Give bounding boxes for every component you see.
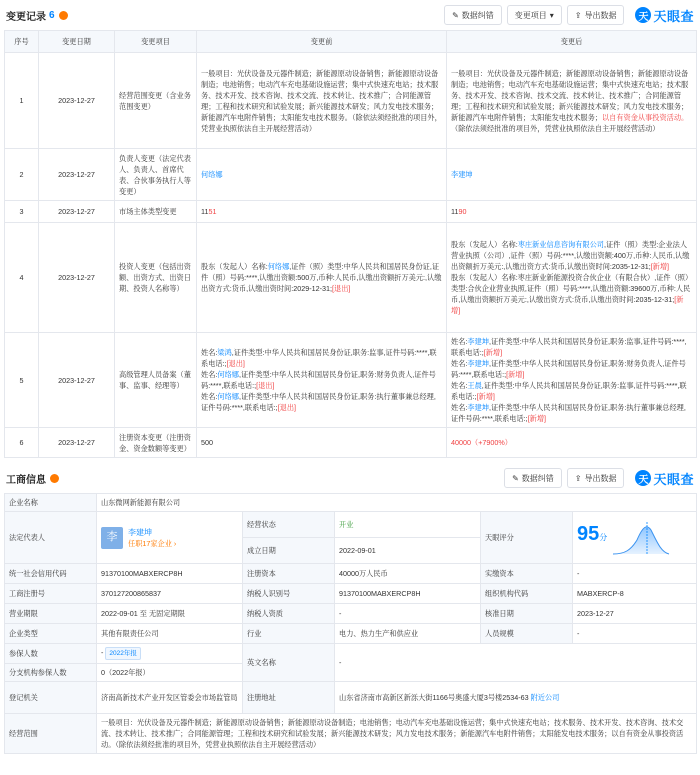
nearby-companies-link[interactable]: 附近公司 bbox=[530, 693, 560, 702]
logo-icon: 天 bbox=[635, 7, 651, 23]
info-row: 登记机关 济南高新技术产业开发区管委会市场监管局 注册地址 山东省济南市高新区新泺大街1166号奥盛大厦3号楼2534-63 附近公司 bbox=[5, 682, 697, 714]
status-value: 开业 bbox=[335, 512, 481, 538]
export-data-button[interactable]: ⇪ 导出数据 bbox=[567, 5, 625, 25]
new-tag: [新增] bbox=[483, 348, 503, 357]
info-row: 经营范围 一般项目：光伏设备及元器件制造；新能源原动设备销售；新能源原动设备制造；电池销售；电动汽车充电基础设施运营；集中式快速充电站；技术服务、技术开发、技术咨询、技术交流、技术转让、技术推广；合同能源管理；工程和技术研究和试验发展；新兴能源技术研发；风力发电技术服务；新能源汽车电附件销售；太阳能发电技术服务；以自有资金从事投资活动。（除依法须经批准的项目外，凭营业执照依法自主开展经营活动） bbox=[5, 714, 697, 754]
shareholder-link[interactable]: 何络娜 bbox=[267, 262, 290, 271]
change-record-header bbox=[0, 0, 700, 30]
col-header-index: 序号 bbox=[5, 31, 39, 53]
table-row: 6 2023-12-27 注册资本变更（注册资金、资金数额等变更） 500 40000（+7900%） bbox=[5, 428, 697, 458]
person-link[interactable]: 李建坤 bbox=[451, 170, 473, 179]
shareholder-link[interactable]: 枣庄新业信息咨询有限公司 bbox=[517, 240, 604, 249]
info-dot-icon bbox=[59, 11, 68, 20]
score-cell[interactable]: 95分 bbox=[573, 512, 697, 564]
person-link[interactable]: 李建坤 bbox=[467, 337, 489, 346]
export-data-button[interactable]: ⇪ 导出数据 bbox=[567, 468, 625, 488]
change-record-title: 变更记录 bbox=[6, 11, 46, 23]
person-link[interactable]: 王晨 bbox=[467, 381, 482, 390]
chevron-down-icon: ▾ bbox=[549, 10, 554, 20]
person-link[interactable]: 李建坤 bbox=[467, 403, 489, 412]
logo-icon: 天 bbox=[635, 470, 651, 486]
new-tag: [新增] bbox=[476, 392, 495, 401]
new-tag: [新增] bbox=[506, 370, 525, 379]
person-link[interactable]: 何络娜 bbox=[217, 392, 239, 401]
col-header-date: 变更日期 bbox=[39, 31, 115, 53]
table-row: 1 2023-12-27 经营范围变更（含业务范围变更） 一般项目：光伏设备及元器件制造；新能源原动设备销售；新能源原动设备制造；电池销售；电动汽车充电基础设施运营；集中式快速充电站；技术服务、技术开发、技术咨询、技术交流、技术转让、技术推广；合同能源管理；工程和技术研究和试验发展；新兴能源技术研发；风力发电技术服务；新能源汽车电附件销售；太阳能发电技术服务。（除依法须经批准的项目外，凭营业执照依法自主开展经营活动） 一般项目：光伏设备及元器件制造；新能源原动设备销售；新能源原动设备制造；电池销售；电动汽车充电基础设施运营；集中式快速充电站；技术服务、技术开发、技术咨询、技术交流、技术转让、技术推广；合同能源管理；工程和技术研究和试验发展；新兴能源技术研发；风力发电技术服务；新能源汽车电附件销售；太阳能发电技术服务；以自有资金从事投资活动。（除依法须经批准的项目外，凭营业执照依法自主开展经营活动） bbox=[5, 53, 697, 149]
info-row: 工商注册号 370127200865837 纳税人识别号 91370100MABXERCP8H 组织机构代码 MABXERCP-8 bbox=[5, 584, 697, 604]
info-dot-icon bbox=[50, 474, 59, 483]
exit-tag: [退出] bbox=[277, 403, 297, 412]
info-row: 参保人数 - 2022年报 英文名称 - bbox=[5, 644, 697, 664]
info-row: 成立日期 2022-09-01 bbox=[5, 538, 697, 564]
new-tag: [新增] bbox=[451, 295, 684, 315]
exit-tag: [退出] bbox=[256, 381, 275, 390]
col-header-before: 变更前 bbox=[197, 31, 447, 53]
data-correction-button[interactable]: ✎ 数据纠错 bbox=[504, 468, 562, 488]
business-info-title: 工商信息 bbox=[6, 474, 46, 486]
data-correction-button[interactable]: ✎ 数据纠错 bbox=[444, 5, 502, 25]
business-info-table bbox=[4, 493, 697, 754]
export-icon: ⇪ bbox=[574, 473, 582, 483]
edit-icon: ✎ bbox=[452, 10, 459, 20]
tianyancha-logo: 天 天眼查 bbox=[635, 469, 694, 488]
info-row: 统一社会信用代码 91370100MABXERCP8H 注册资本 40000万人民币 实缴资本 - bbox=[5, 564, 697, 584]
col-header-item: 变更项目 bbox=[115, 31, 197, 53]
annual-report-badge[interactable]: 2022年报 bbox=[105, 647, 140, 660]
company-name: 山东微网新能源有限公司 bbox=[97, 494, 697, 512]
new-tag: [新增] bbox=[527, 414, 547, 423]
change-record-table bbox=[4, 30, 697, 458]
edit-icon: ✎ bbox=[512, 473, 519, 483]
legal-rep-link[interactable]: 李建坤 bbox=[128, 527, 152, 537]
legal-rep-companies-link[interactable]: 任职17家企业 › bbox=[128, 538, 177, 548]
info-row: 营业期限 2022-09-01 至 无固定期限 纳税人资质 - 核准日期 2023-12-27 bbox=[5, 604, 697, 624]
person-link[interactable]: 梁鸿 bbox=[217, 348, 232, 357]
business-info-header bbox=[0, 463, 700, 493]
avatar: 李 bbox=[101, 527, 123, 549]
tianyancha-logo: 天 天眼查 bbox=[635, 6, 694, 25]
table-row: 5 2023-12-27 高级管理人员备案（董事、监事、经理等） 姓名:梁鸿,证件类型:中华人民共和国居民身份证,职务:监事,证件号码:****,联系电话:;[退出] 姓名:何络娜,证件类型:中华人民共和国居民身份证,职务:财务负责人,证件号码:****,联系电话:;[退出] 姓名:何络娜,证件类型:中华人民共和国居民身份证,职务:执行董事兼总经理,证件号码:****,联系电话:;[退出] 姓名:李建坤,证件类型:中华人民共和国居民身份证,职务:监事,证件号码:****,联系电话:;[新增] 姓名:李建坤,证件类型:中华人民共和国居民身份证,职务:财务负责人,证件号码:****,联系电话:;[新增] 姓名:王晨,证件类型:中华人民共和国居民身份证,职务:监事,证件号码:****,联系电话:;[新增] 姓名:李建坤,证件类型:中华人民共和国居民身份证,职务:执行董事兼总经理,证件号码:****,联系电话:;[新增] bbox=[5, 333, 697, 428]
info-row: 企业名称 山东微网新能源有限公司 bbox=[5, 494, 697, 512]
table-row: 3 2023-12-27 市场主体类型变更 1151 1190 bbox=[5, 201, 697, 223]
person-link[interactable]: 何络娜 bbox=[201, 170, 223, 179]
exit-tag: [退出] bbox=[332, 284, 351, 293]
col-header-after: 变更后 bbox=[447, 31, 697, 53]
score-value: 95 bbox=[577, 522, 600, 545]
info-row: 企业类型 其他有限责任公司 行业 电力、热力生产和供应业 人员规模 - bbox=[5, 624, 697, 644]
score-distribution-chart bbox=[611, 520, 671, 556]
person-link[interactable]: 何络娜 bbox=[217, 370, 239, 379]
export-icon: ⇪ bbox=[574, 10, 582, 20]
new-tag: [新增] bbox=[650, 262, 670, 271]
person-link[interactable]: 李建坤 bbox=[467, 359, 489, 368]
table-header-row bbox=[5, 31, 697, 53]
change-item-dropdown[interactable]: 变更项目 ▾ bbox=[507, 5, 562, 25]
exit-tag: [退出] bbox=[226, 359, 245, 368]
info-row: 分支机构参保人数 0（2022年报） bbox=[5, 664, 697, 682]
info-row: 法定代表人 李 李建坤 任职17家企业 › 经营状态 开业 天眼评分 95分 bbox=[5, 512, 697, 538]
business-scope: 一般项目：光伏设备及元器件制造；新能源原动设备销售；新能源原动设备制造；电池销售；电动汽车充电基础设施运营；集中式快速充电站；技术服务、技术开发、技术咨询、技术交流、技术转让、技术推广；合同能源管理；工程和技术研究和试验发展；新兴能源技术研发；风力发电技术服务；新能源汽车电附件销售；太阳能发电技术服务；以自有资金从事投资活动。（除依法须经批准的项目外，凭营业执照依法自主开展经营活动） bbox=[97, 714, 697, 754]
change-record-count: 6 bbox=[49, 9, 55, 21]
table-row: 2 2023-12-27 负责人变更（法定代表人、负责人、首席代表、合伙事务执行人等变更） 何络娜 李建坤 bbox=[5, 149, 697, 201]
table-row: 4 2023-12-27 投资人变更（包括出资额、出资方式、出资日期、投资人名称等） 股东（发起人）名称:何络娜,证件（照）类型:中华人民共和国居民身份证,证件（照）号码:****,认缴出资额:500万,币种:人民币,认缴出资额折万美元:,认缴出资方式:货币,认缴出资时间:2029-12-31;[退出] 股东（发起人）名称:枣庄新业信息咨询有限公司,证件（照）类型:企业法人营业执照（公司）,证件（照）号码:****,认缴出资额:400万,币种:人民币,认缴出资额折万美元:,认缴出资方式:货币,认缴出资时间:2035-12-31;[新增] 股东（发起人）名称:枣庄新业新能源投资合伙企业（有限合伙）,证件（照）类型:合伙企业营业执照,证件（照）号码:****,认缴出资额:39600万,币种:人民币,认缴出资额折万美元:,认缴出资方式:货币,认缴出资时间:2035-12-31;[新增] bbox=[5, 223, 697, 333]
